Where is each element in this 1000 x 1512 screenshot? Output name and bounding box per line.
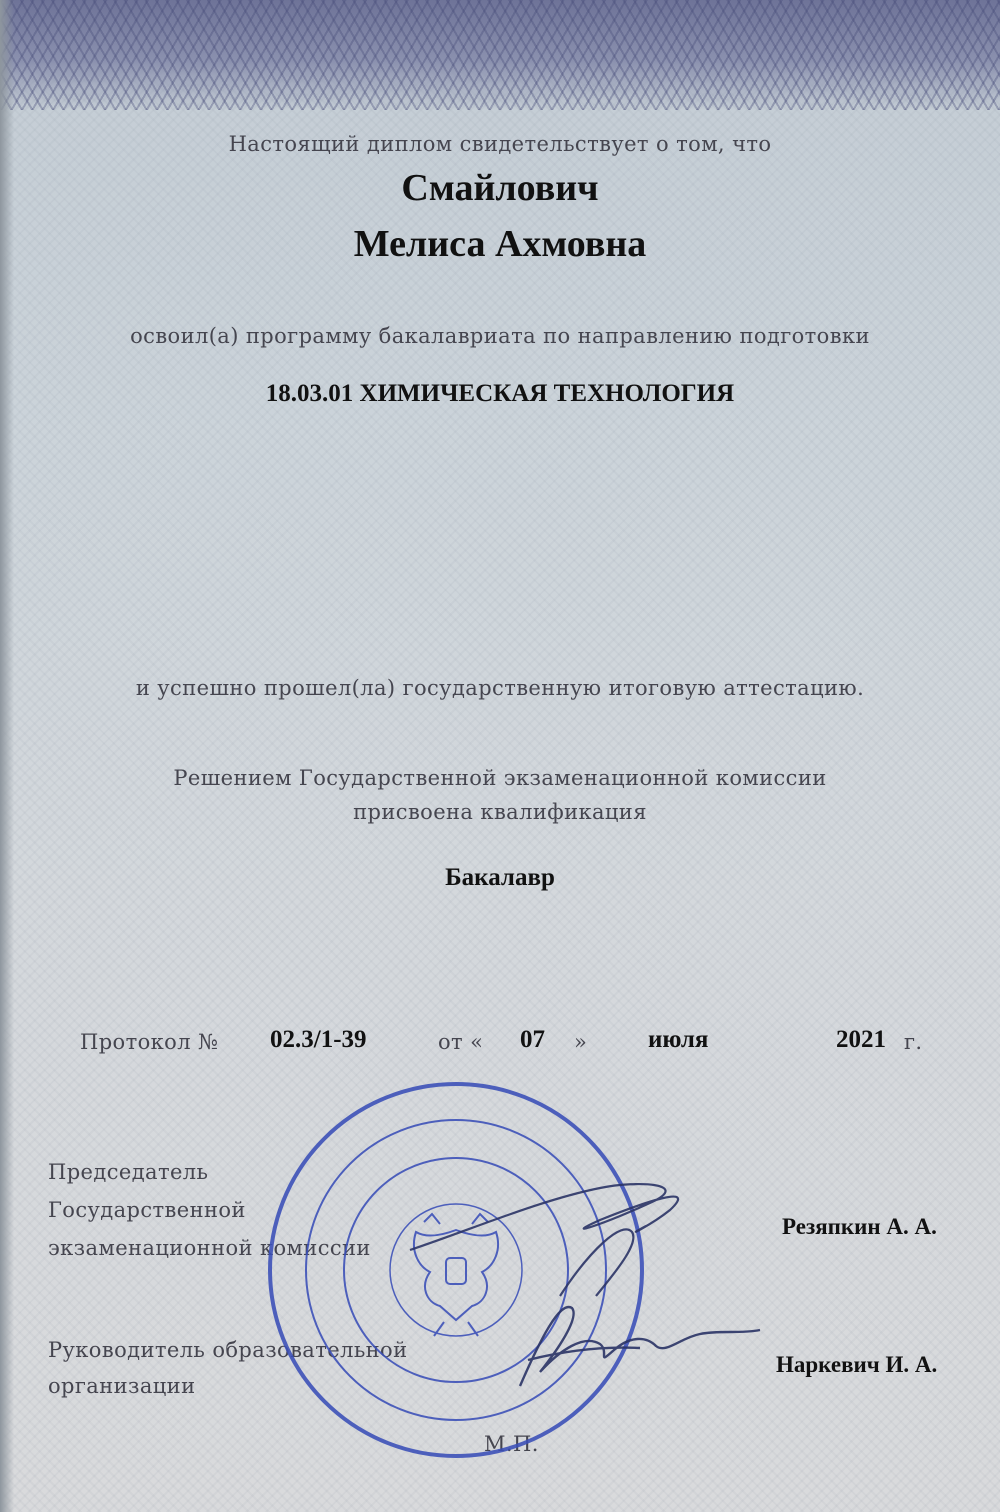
- guilloche-top-band: [0, 0, 1000, 110]
- head-name: Наркевич И. А.: [776, 1352, 938, 1377]
- protocol-day: 07: [520, 1026, 545, 1053]
- protocol-year-suffix: г.: [904, 1030, 923, 1054]
- graduate-given-names: Мелиса Ахмовна: [353, 223, 647, 265]
- program-field: 18.03.01 ХИМИЧЕСКАЯ ТЕХНОЛОГИЯ: [265, 380, 735, 407]
- chair-label-line1: Председатель: [48, 1160, 209, 1184]
- chair-name: Резяпкин А. А.: [782, 1214, 937, 1239]
- chair-label-line2: Государственной: [48, 1198, 246, 1222]
- protocol-year: 2021: [836, 1026, 886, 1053]
- protocol-month: июля: [648, 1026, 709, 1053]
- signature-scribble-head: [520, 1307, 760, 1386]
- signature-scribble-chair: [410, 1184, 678, 1296]
- decision-line2: присвоена квалификация: [353, 800, 647, 824]
- head-label-line1: Руководитель образовательной: [48, 1338, 408, 1362]
- head-label-line2: организации: [48, 1374, 196, 1398]
- seal-place-label: М.П.: [484, 1432, 539, 1456]
- official-seal: [270, 1084, 642, 1456]
- double-headed-eagle-icon: [414, 1214, 498, 1336]
- protocol-from-label: от «: [438, 1030, 484, 1054]
- qualification: Бакалавр: [445, 864, 555, 891]
- protocol-label: Протокол №: [80, 1030, 219, 1054]
- attestation-text: и успешно прошел(ла) государственную итоговую аттестацию.: [135, 676, 865, 700]
- program-text: освоил(а) программу бакалавриата по направлению подготовки: [130, 324, 870, 348]
- graduate-surname: Смайлович: [401, 167, 599, 209]
- chair-label-line3: экзаменационной комиссии: [48, 1236, 371, 1260]
- protocol-number: 02.3/1-39: [270, 1026, 367, 1053]
- protocol-close-quote: »: [574, 1030, 588, 1054]
- decision-line1: Решением Государственной экзаменационной комиссии: [173, 766, 827, 790]
- intro-text: Настоящий диплом свидетельствует о том, что: [228, 132, 772, 156]
